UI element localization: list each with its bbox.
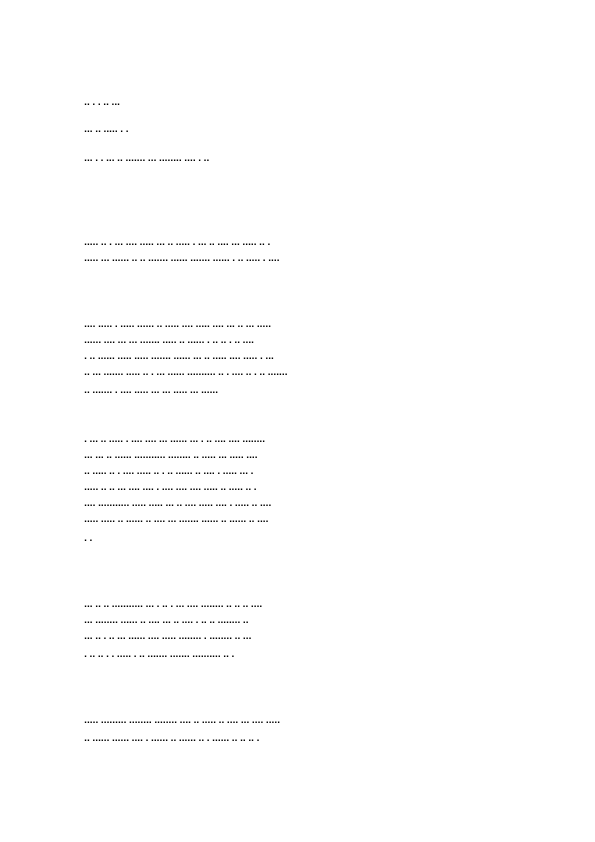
paragraph-5-line-2: ·· ······ ······ ···· · ······ ·· ······ ·· · ······ ·· ·· ·· · <box>84 736 260 745</box>
paragraph-4-line-1: ··· ·· ·· ··········· ··· · ·· · ··· ···· ········ ·· ·· ·· ···· <box>84 602 263 611</box>
paragraph-2-line-4: ·· ··· ······· ····· ·· · ··· ······ ·········· ·· · ···· ·· · ·· ······· <box>84 370 288 379</box>
paragraph-3-line-6: ····· ····· ·· ······ ·· ···· ··· ······· ······ ·· ······ ·· ···· <box>84 517 269 526</box>
paragraph-3-line-3: ·· ····· ·· · ···· ····· ·· · ·· ······ ·· ···· · ····· ··· · <box>84 469 254 478</box>
paragraph-3-line-4: ····· ·· ·· ··· ···· ···· · ···· ···· ···· ····· ·· ····· ·· · <box>84 485 257 494</box>
paragraph-3-line-5: ···· ··········· ····· ····· ··· ·· ···· ····· ···· · ····· ·· ···· <box>84 501 272 510</box>
paragraph-2-line-5: ·· ······· · ···· ····· ··· ··· ····· ··· ······ <box>84 388 218 397</box>
paragraph-4-line-2: ··· ········ ······ ·· ···· ··· ·· ···· · ·· ·· ········ ·· <box>84 618 249 627</box>
paragraph-2-line-1: ···· ····· · ····· ······ ·· ····· ···· ····· ···· ··· ·· ··· ····· <box>84 322 271 331</box>
paragraph-3-line-2: ··· ··· ·· ······ ··········· ········ ·· ····· ··· ····· ···· <box>84 453 258 462</box>
paragraph-4-line-3: ··· ·· · ·· ··· ······ ···· ····· ········ · ········ ·· ··· <box>84 634 252 643</box>
header-line-1: ·· · · ·· ··· <box>84 100 120 109</box>
paragraph-4-line-4: · ·· ·· · · ····· · ·· ······· ······· ·········· ·· · <box>84 652 235 661</box>
paragraph-3-line-7: · · <box>84 536 93 545</box>
paragraph-2-line-3: · ·· ······ ····· ····· ······· ······ ··· ·· ····· ···· ····· · ··· <box>84 354 274 363</box>
header-line-2: ··· ·· ····· · · <box>84 127 129 136</box>
paragraph-5-line-1: ····· ········· ········ ········ ···· ·· ····· ·· ···· ··· ···· ····· <box>84 718 280 727</box>
header-line-3: ··· · · ··· ·· ······· ··· ········ ···· · ·· <box>84 156 210 165</box>
paragraph-1-line-2: ····· ··· ······ ·· ·· ······· ······ ······· ······ · ·· ····· · ···· <box>84 256 280 265</box>
paragraph-1-line-1: ····· ·· · ··· ···· ····· ··· ·· ····· · ··· ·· ···· ··· ····· ·· · <box>84 240 271 249</box>
paragraph-2-line-2: ······ ···· ··· ··· ······· ····· ·· ······ · ·· ·· · ·· ···· <box>84 338 254 347</box>
paragraph-3-line-1: · ··· ·· ····· · ···· ···· ··· ······ ··· · ·· ···· ···· ········ <box>84 437 265 446</box>
